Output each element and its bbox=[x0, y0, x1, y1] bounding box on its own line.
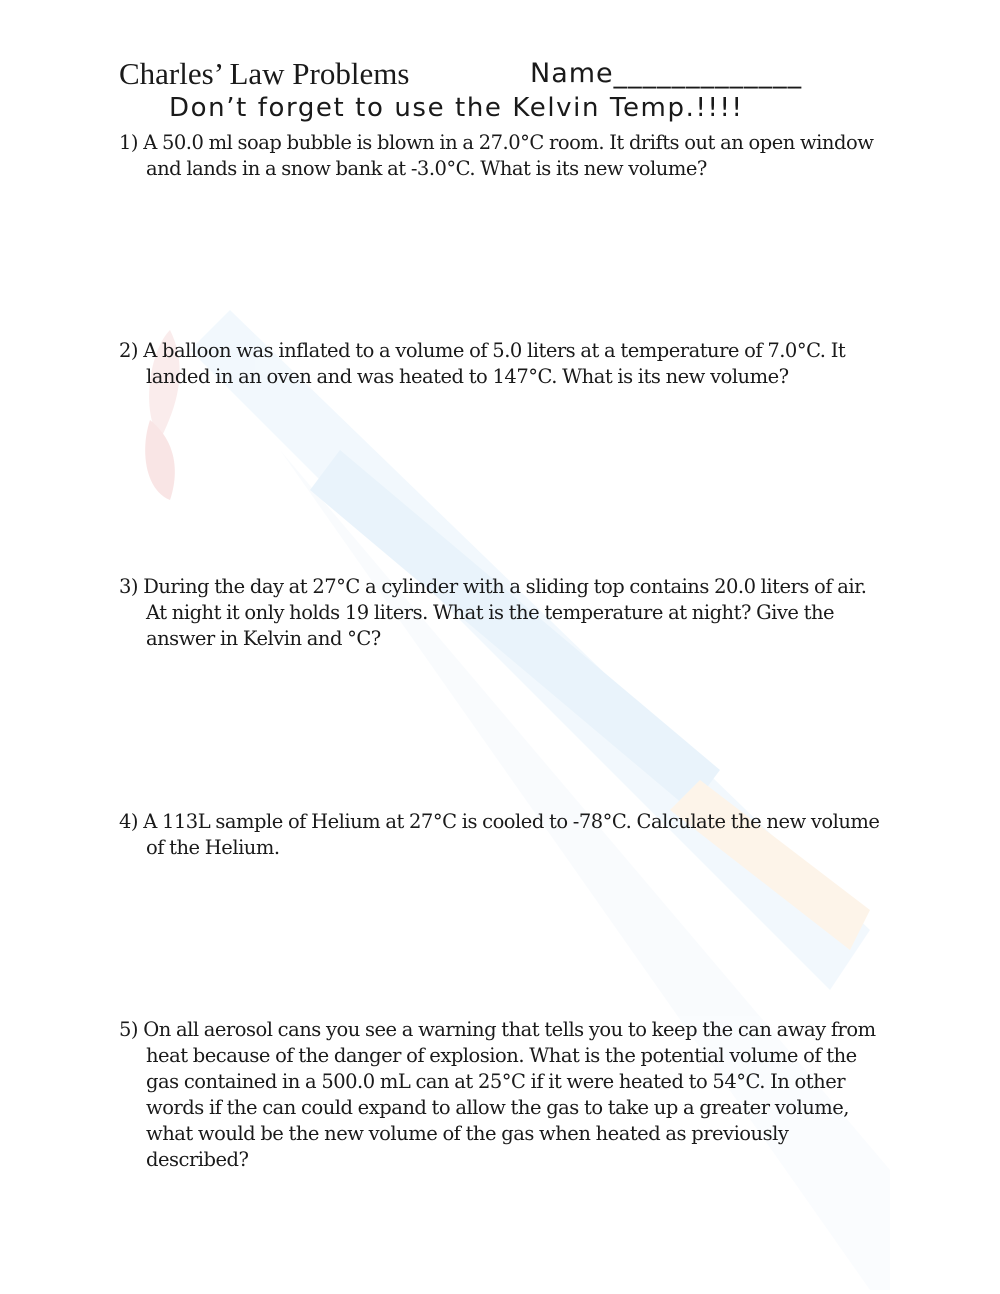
problem-text: 3) During the day at 27°C a cylinder with a sliding top contains 20.0 liters of air. At night it only holds 19 liters. What is the temperature at night? Give the answer in Kelvin and °C? bbox=[119, 575, 867, 650]
name-field[interactable]: Name_____________ bbox=[530, 58, 803, 89]
problem-4 bbox=[119, 809, 889, 861]
problem-1 bbox=[119, 130, 889, 182]
problem-5 bbox=[119, 1017, 889, 1173]
kelvin-reminder: Don’t forget to use the Kelvin Temp.!!!! bbox=[169, 93, 744, 123]
problem-text: 4) A 113L sample of Helium at 27°C is cooled to -78°C. Calculate the new volume of the Helium. bbox=[119, 810, 880, 859]
problem-text: 2) A balloon was inflated to a volume of 5.0 liters at a temperature of 7.0°C. It landed in an oven and was heated to 147°C. What is its new volume? bbox=[119, 339, 846, 388]
problem-2 bbox=[119, 338, 889, 390]
page-title: Charles’ Law Problems bbox=[119, 56, 410, 91]
header-row bbox=[119, 56, 879, 92]
problem-text: 5) On all aerosol cans you see a warning that tells you to keep the can away from heat because of the danger of explosion. What is the potential volume of the gas contained in a 500.0 mL can at 25°C if it were heated to 54°C. In other words if the can could expand to allow the gas to take up a greater volume, what would be the new volume of the gas when heated as previously described? bbox=[119, 1018, 876, 1171]
problem-3 bbox=[119, 574, 889, 652]
problem-text: 1) A 50.0 ml soap bubble is blown in a 27.0°C room. It drifts out an open window and lands in a snow bank at -3.0°C. What is its new volume? bbox=[119, 131, 874, 180]
